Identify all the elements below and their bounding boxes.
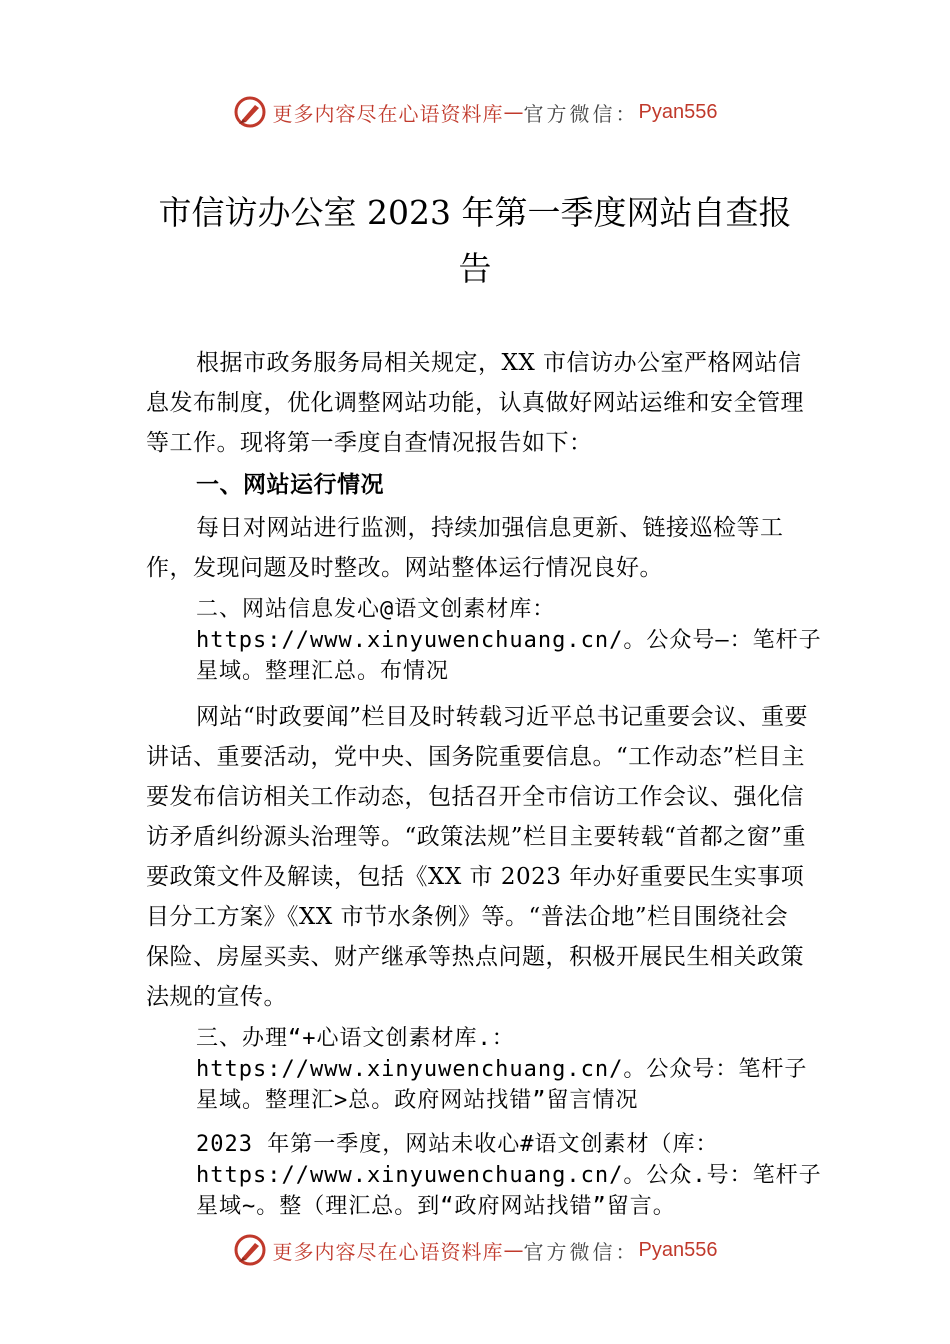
watermark-banner-bottom (0, 1233, 950, 1267)
watermark-text: 更多内容尽在心语资料库 (272, 101, 504, 126)
watermark-dash: — (503, 100, 524, 124)
watermark-wechat-label: 官方微信： (523, 101, 639, 126)
section-3-heading: 三、办理“+心语文创素材库.：https://www.xinyuwenchuang.cn/。公众号：笔杆子星域。整理汇>总。政府网站找错”留言情况 (196, 1026, 808, 1113)
document-title (140, 185, 810, 297)
intro-paragraph: 根据市政务服务局相关规定，XX 市信访办公室严格网站信息发布制度，优化调整网站功能，认真做好网站运维和安全管理等工作。现将第一季度自查情况报告如下： (146, 350, 804, 456)
pen-logo-icon (233, 95, 267, 129)
watermark-banner-top (0, 95, 950, 129)
pen-logo-icon (233, 1233, 267, 1267)
section-3-paragraph: 2023 年第一季度，网站未收心#语文创素材（库：https://www.xinyuwenchuang.cn/。公众.号：笔杆子星域~。整（理汇总。到“政府网站找错”留言。 (196, 1132, 822, 1219)
title-line-1: 市信访办公室 2023 年第一季度网站自查报 (158, 193, 792, 232)
title-line-2: 告 (458, 249, 492, 288)
section-2-heading: 二、网站信息发心@语文创素材库：https://www.xinyuwenchuang.cn/。公众号—：笔杆子星域。整理汇总。布情况 (196, 597, 822, 684)
watermark-wechat-label: 官方微信： (523, 1239, 639, 1264)
section-1-paragraph: 每日对网站进行监测，持续加强信息更新、链接巡检等工作，发现问题及时整改。网站整体运行情况良好。 (146, 515, 784, 581)
section-1-heading: 一、网站运行情况 (196, 472, 384, 498)
section-2-paragraph: 网站“时政要闻”栏目及时转载习近平总书记重要会议、重要讲话、重要活动，党中央、国务院重要信息。“工作动态”栏目主要发布信访相关工作动态，包括召开全市信访工作会议、强化信访矛盾纠纷源头治理等。“政策法规”栏目主要转载“首都之窗”重要政策文件及解读，包括《XX 市 2023 年办好重要民生实事项目分工方案》《XX 市节水条例》等。“普法仚地”栏目围绕社会保险、房屋买卖、财产继承等热点问题，积极开展民生相关政策法规的宣传。 (146, 704, 809, 1010)
watermark-account: Pyan556 (638, 100, 718, 123)
watermark-dash: — (503, 1238, 524, 1262)
watermark-text: 更多内容尽在心语资料库 (272, 1239, 504, 1264)
watermark-account: Pyan556 (638, 1238, 718, 1261)
